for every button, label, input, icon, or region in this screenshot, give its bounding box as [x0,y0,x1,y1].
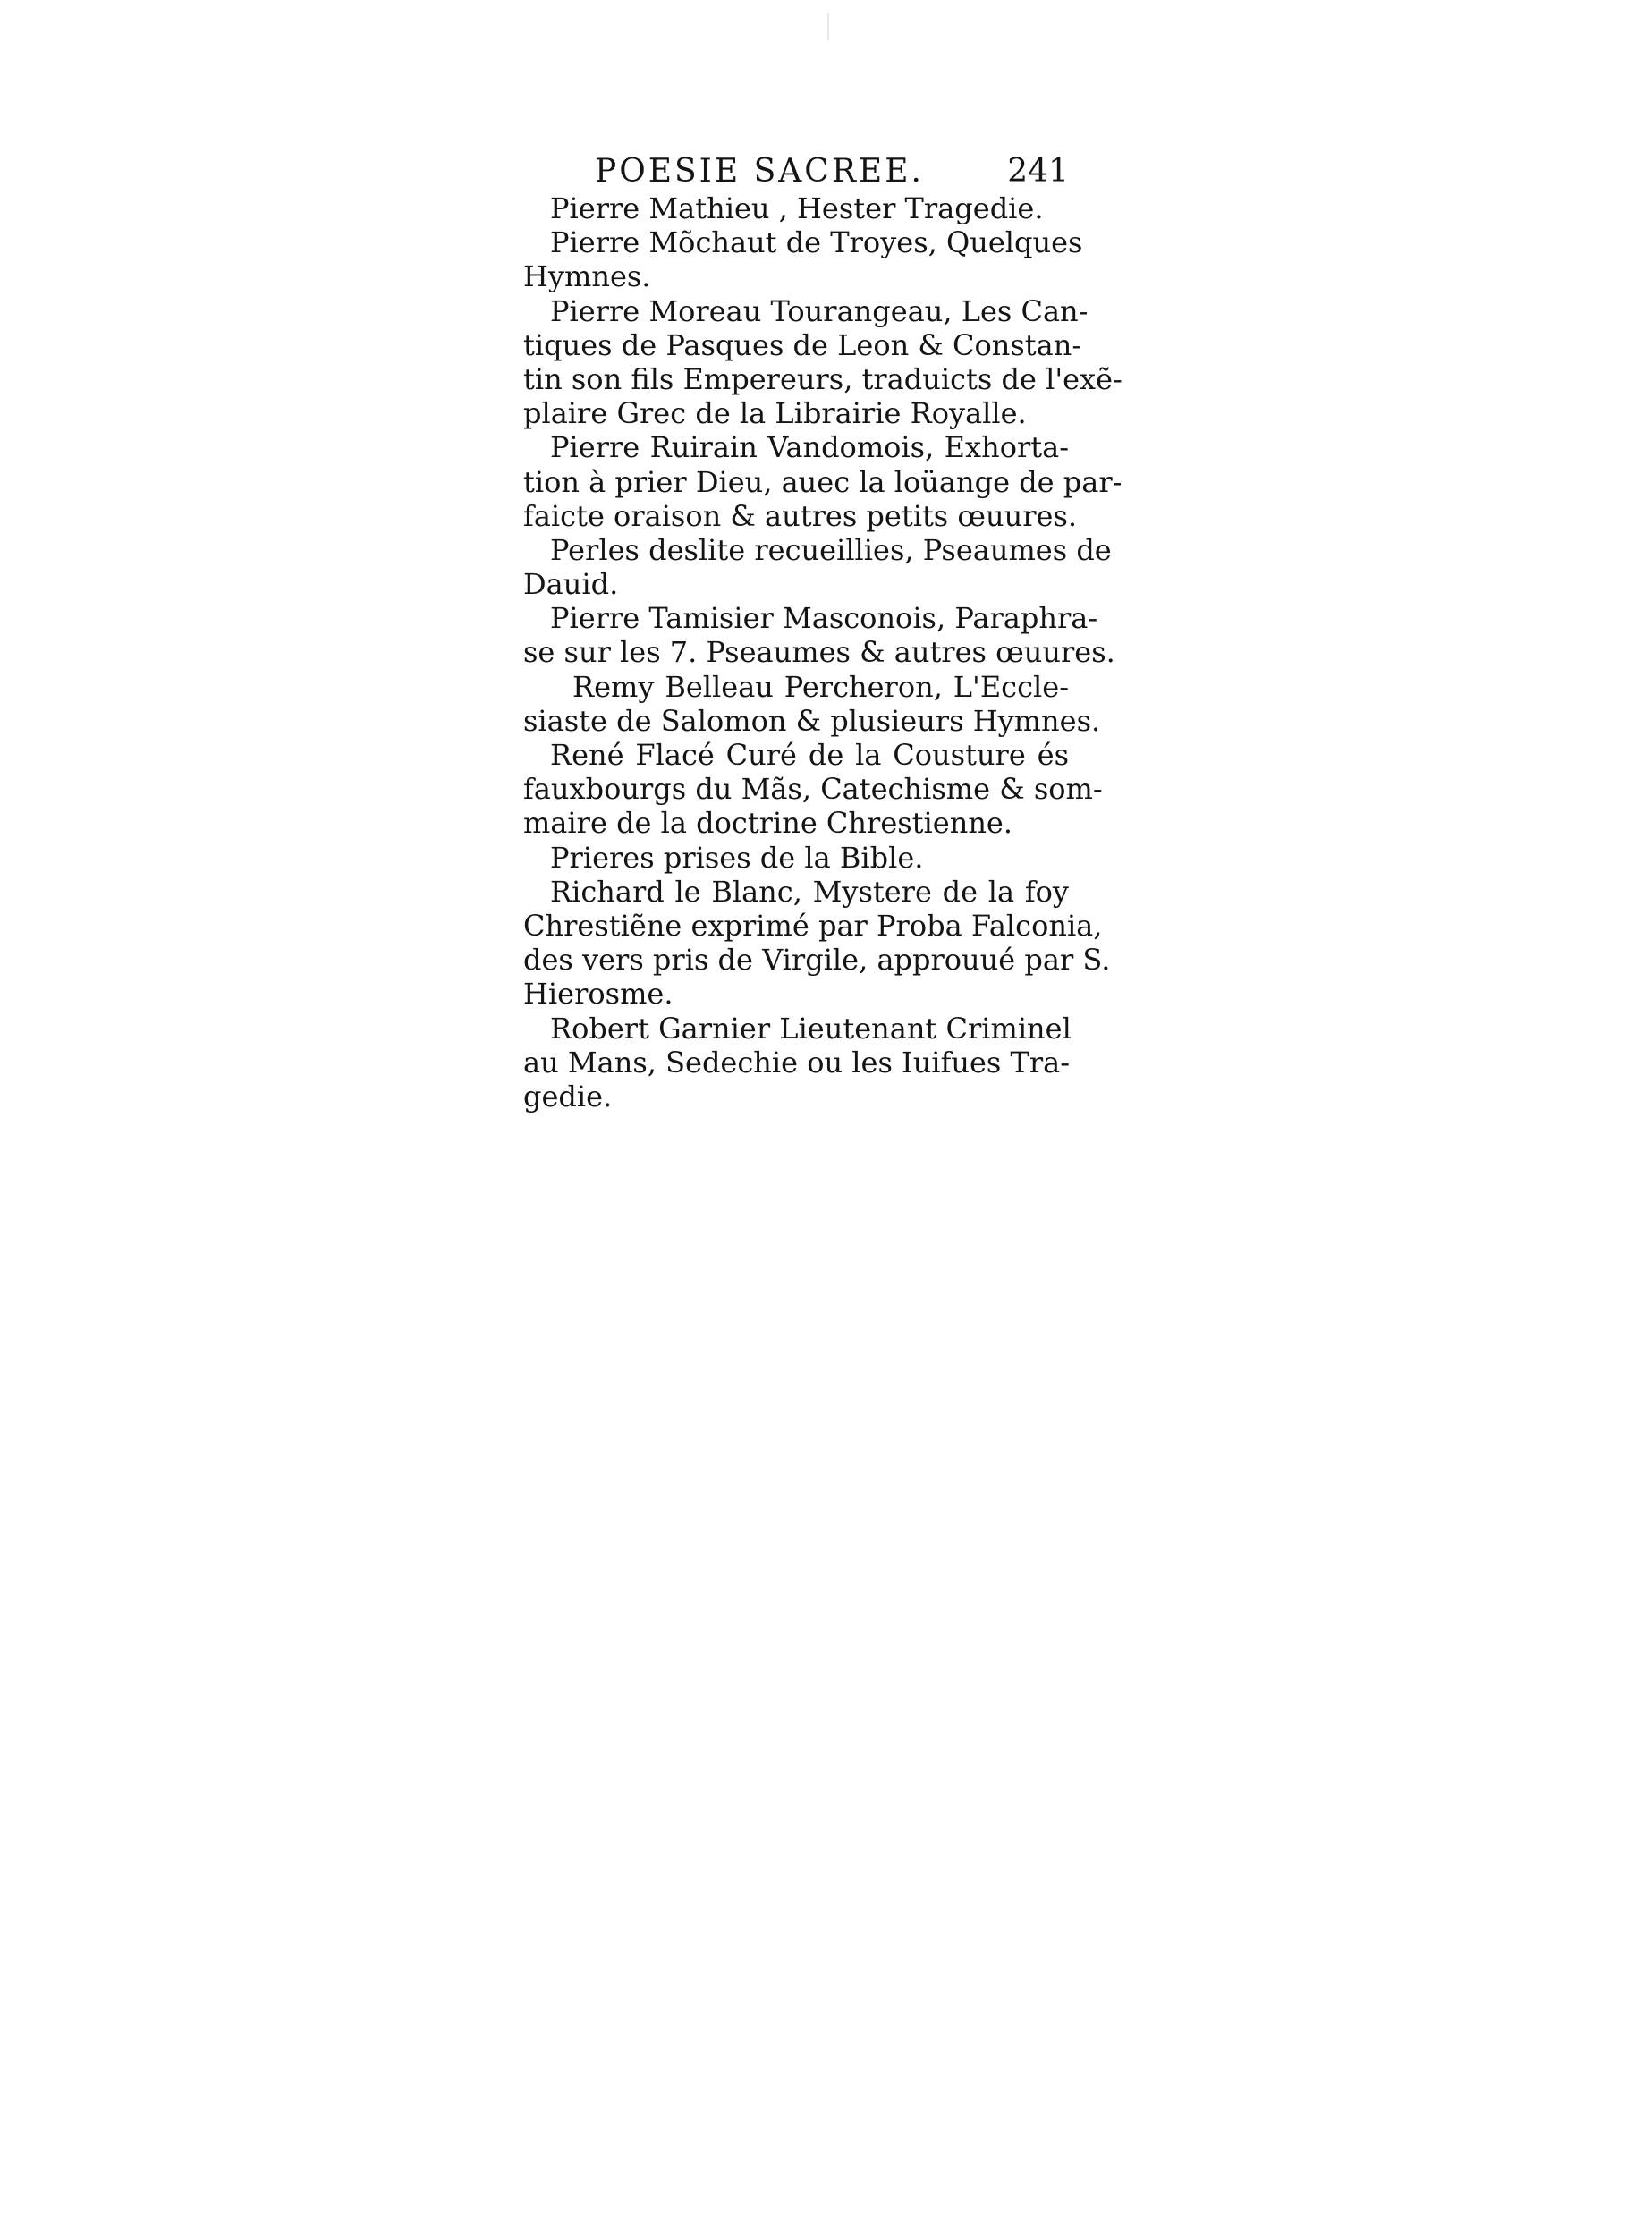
text-line: Pierre Tamisier Masconois, Paraphra- [550,601,1098,636]
text-line: René Flacé Curé de la Cousture és [550,738,1069,772]
text-line: Dauid. [523,567,619,602]
text-line: gedie. [523,1079,613,1114]
text-line: Hierosme. [523,977,674,1012]
text-line: au Mans, Sedechie ou les Iuifues Tra- [523,1045,1071,1080]
text-line: Perles deslite recueillies, Pseaumes de [550,532,1112,567]
text-line: Pierre Mõchaut de Troyes, Quelques [550,225,1083,260]
text-line: Pierre Mathieu , Hester Tragedie. [550,191,1044,225]
text-line: Chrestiẽne exprimé par Proba Falconia, [523,908,1103,943]
text-line: Richard le Blanc, Mystere de la foy [550,874,1069,909]
text-line: Pierre Ruirain Vandomois, Exhorta- [550,430,1069,465]
text-line: Hymnes. [523,259,651,294]
text-line: fauxbourgs du Mãs, Catechisme & som- [523,772,1103,807]
text-line: faicte oraison & autres petits œuures. [523,498,1078,533]
text-block [523,152,1123,1114]
text-line: tion à prier Dieu, auec la loüange de par- [523,464,1123,499]
page-header [523,152,1069,191]
text-line: Prieres prises de la Bible. [550,840,924,875]
text-line: Remy Belleau Percheron, L'Eccle- [572,669,1069,704]
text-line: tin son fils Empereurs, traduicts de l'exẽ- [523,361,1123,396]
running-title: POESIE SACREE. [595,153,924,190]
gutter-mark [827,13,829,40]
text-line: tiques de Pasques de Leon & Constan- [523,327,1082,362]
text-line: siaste de Salomon & plusieurs Hymnes. [523,703,1101,738]
text-line: se sur les 7. Pseaumes & autres œuures. [523,635,1115,670]
text-line: Robert Garnier Lieutenant Criminel [550,1011,1072,1046]
text-line: plaire Grec de la Librairie Royalle. [523,396,1027,431]
text-line: maire de la doctrine Chrestienne. [523,806,1013,841]
text-line: Pierre Moreau Tourangeau, Les Can- [550,293,1089,328]
page-number: 241 [1007,153,1069,190]
text-line: des vers pris de Virgile, approuué par S. [523,943,1111,978]
